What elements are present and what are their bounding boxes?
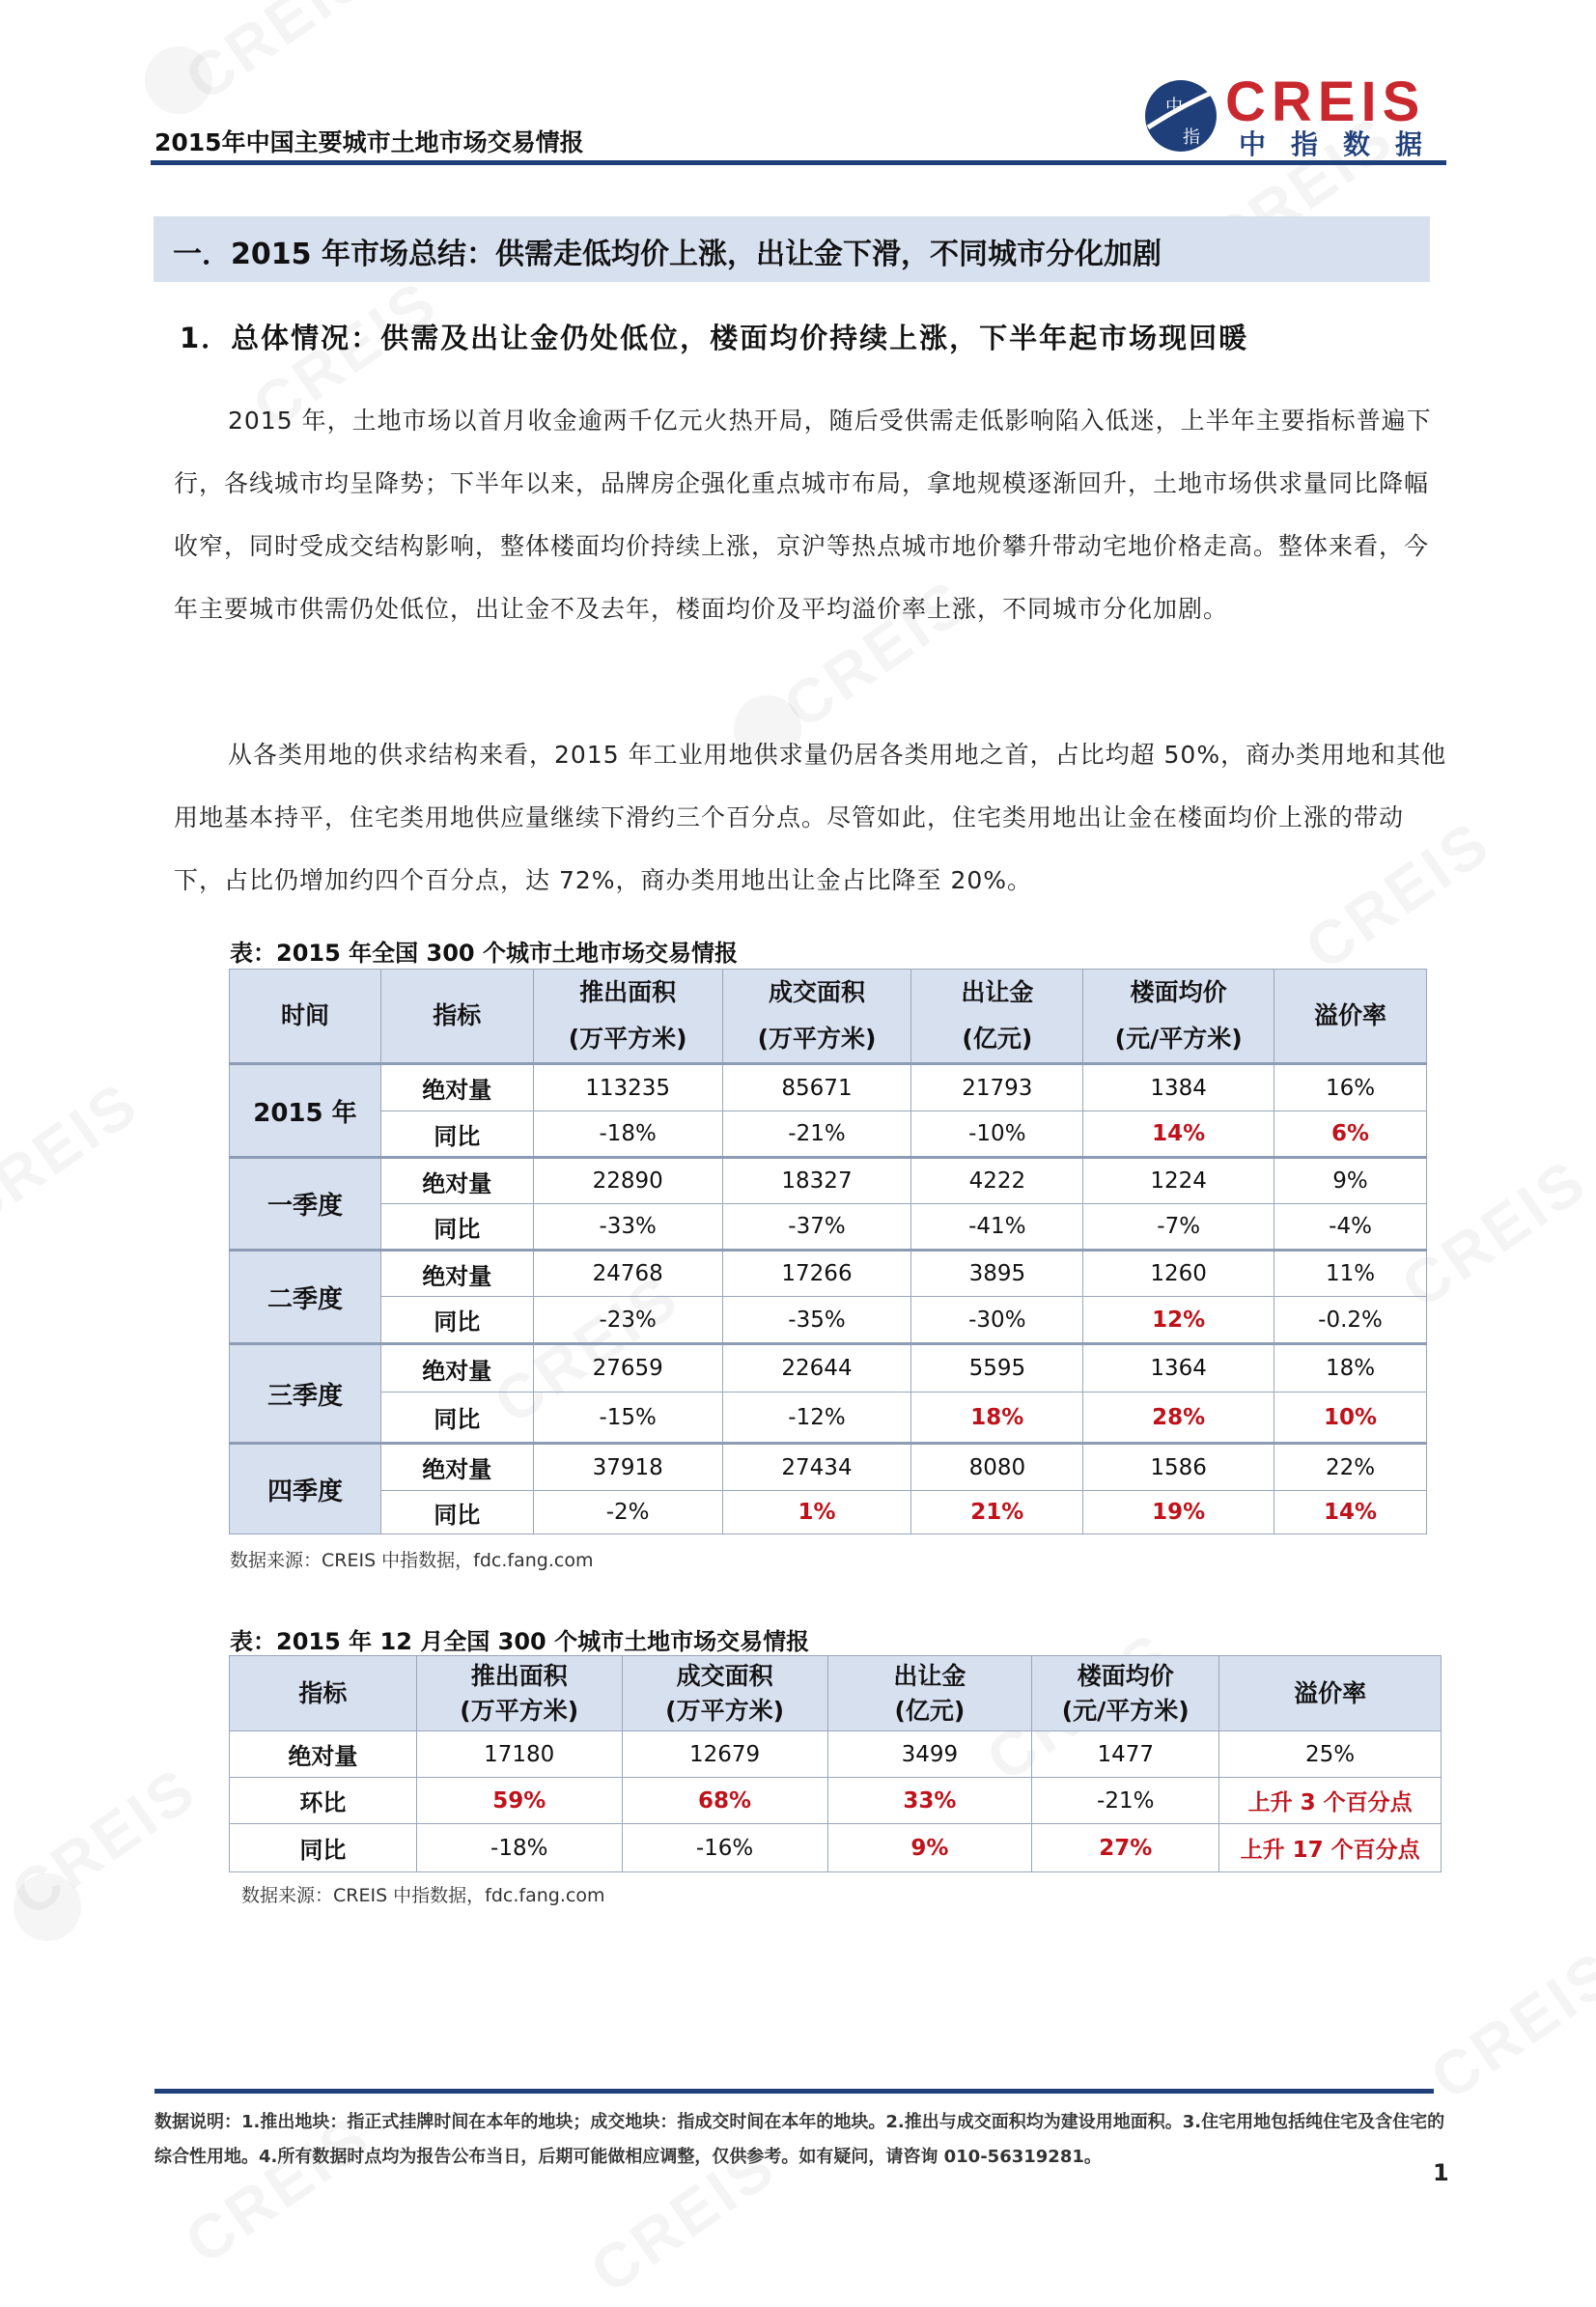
value-cell: -35% (722, 1297, 911, 1344)
value-cell: 1384 (1083, 1064, 1274, 1111)
value-cell: -30% (911, 1297, 1083, 1344)
value-cell: 9% (827, 1824, 1032, 1872)
table-row (230, 1731, 1442, 1778)
watermark (172, 0, 383, 115)
value-cell: 3895 (911, 1251, 1083, 1297)
metric-cell: 绝对量 (380, 1158, 533, 1204)
logo-mark-icon (1142, 77, 1219, 155)
value-cell: 33% (827, 1778, 1032, 1824)
section-heading: 一．2015 年市场总结：供需走低均价上涨，出让金下滑，不同城市分化加剧 (173, 238, 1162, 271)
value-cell: 27% (1032, 1824, 1219, 1872)
table-row (230, 1297, 1427, 1344)
value-cell: 1224 (1083, 1158, 1274, 1204)
period-cell: 2015 年 (230, 1064, 381, 1158)
value-cell: 1586 (1083, 1444, 1274, 1491)
value-cell: -37% (722, 1204, 911, 1251)
metric-cell: 同比 (380, 1297, 533, 1344)
document-title: 2015年中国主要城市土地市场交易情报 (154, 128, 584, 156)
col-header-floor-price: 楼面均价 (元/平方米) (1032, 1656, 1219, 1731)
value-cell: 1% (722, 1491, 911, 1534)
col-header-launch-area: 推出面积 (万平方米) (416, 1656, 622, 1731)
value-cell: 85671 (722, 1064, 911, 1111)
watermark (0, 1753, 210, 1930)
table-row (230, 1393, 1427, 1444)
table-row (230, 1824, 1442, 1872)
metric-cell: 同比 (380, 1204, 533, 1251)
value-cell: 18% (1274, 1344, 1427, 1393)
value-cell: 4222 (911, 1158, 1083, 1204)
table2-header-row (230, 1656, 1442, 1731)
value-cell: -18% (533, 1111, 722, 1158)
metric-cell: 同比 (230, 1824, 417, 1872)
page-number: 1 (1433, 2159, 1449, 2186)
col-header-floor-price: 楼面均价 (元/平方米) (1083, 970, 1274, 1064)
table2-december (229, 1655, 1442, 1872)
table1-header-row (230, 970, 1427, 1064)
value-cell: -23% (533, 1297, 722, 1344)
logo-mark-bottom: 指 (1183, 127, 1200, 148)
value-cell: 8080 (911, 1444, 1083, 1491)
table-row (230, 1491, 1427, 1534)
value-cell: -12% (722, 1393, 911, 1444)
sub-heading: 1．总体情况：供需及出让金仍处低位，楼面均价持续上涨，下半年起市场现回暖 (180, 322, 1249, 354)
value-cell: -0.2% (1274, 1297, 1427, 1344)
value-cell: 19% (1083, 1491, 1274, 1534)
value-cell: 1364 (1083, 1344, 1274, 1393)
value-cell: 11% (1274, 1251, 1427, 1297)
value-cell: 37918 (533, 1444, 722, 1491)
value-cell: 16% (1274, 1064, 1427, 1111)
creis-logo (1142, 70, 1451, 161)
value-cell: 22% (1274, 1444, 1427, 1491)
col-header-metric: 指标 (380, 970, 533, 1064)
metric-cell: 同比 (380, 1393, 533, 1444)
value-cell: 18327 (722, 1158, 911, 1204)
col-header-premium-rate: 溢价率 (1274, 970, 1427, 1064)
value-cell: 21793 (911, 1064, 1083, 1111)
value-cell: -41% (911, 1204, 1083, 1251)
value-cell: 12679 (622, 1731, 827, 1778)
table-row (230, 1204, 1427, 1251)
value-cell: 18% (911, 1393, 1083, 1444)
table-row (230, 1064, 1427, 1111)
metric-cell: 绝对量 (380, 1344, 533, 1393)
col-header-deal-area: 成交面积 (万平方米) (622, 1656, 827, 1731)
footer-rule (154, 2089, 1434, 2094)
value-cell: -16% (622, 1824, 827, 1872)
footer-data-note: 数据说明：1.推出地块：指正式挂牌时间在本年的地块；成交地块：指成交时间在本年的地块。2.推出与成交面积均为建设用地面积。3.住宅用地包括纯住宅及含住宅的综合性用地。4.所有数据时点均为报告公布当日，后期可能做相应调整，仅供参考。如有疑问，请咨询 010-56319281。 (154, 2112, 1445, 2167)
col-header-deal-area: 成交面积 (万平方米) (722, 970, 911, 1064)
metric-cell: 绝对量 (230, 1731, 417, 1778)
value-cell: 17180 (416, 1731, 622, 1778)
value-cell: 24768 (533, 1251, 722, 1297)
table1-source: 数据来源：CREIS 中指数据，fdc.fang.com (230, 1550, 594, 1571)
value-cell: -18% (416, 1824, 622, 1872)
value-cell: 27434 (722, 1444, 911, 1491)
watermark-circle (145, 46, 212, 114)
value-cell: 12% (1083, 1297, 1274, 1344)
table-row (230, 1344, 1427, 1393)
value-cell: -21% (722, 1111, 911, 1158)
period-cell: 二季度 (230, 1251, 381, 1344)
table1-annual-quarterly (229, 969, 1427, 1534)
watermark (1417, 1936, 1596, 2114)
value-cell: -10% (911, 1111, 1083, 1158)
value-cell: -33% (533, 1204, 722, 1251)
section-band (154, 216, 1430, 282)
value-cell: 27659 (533, 1344, 722, 1393)
value-cell: 68% (622, 1778, 827, 1824)
value-cell: 9% (1274, 1158, 1427, 1204)
value-cell: 17266 (722, 1251, 911, 1297)
value-cell: -4% (1274, 1204, 1427, 1251)
value-cell: 3499 (827, 1731, 1032, 1778)
value-cell: -15% (533, 1393, 722, 1444)
value-cell: 25% (1219, 1731, 1442, 1778)
logo-mark-top: 中 (1165, 97, 1183, 117)
table-row (230, 1444, 1427, 1491)
metric-cell: 环比 (230, 1778, 417, 1824)
table-row (230, 1111, 1427, 1158)
value-cell: 5595 (911, 1344, 1083, 1393)
metric-cell: 同比 (380, 1491, 533, 1534)
col-header-launch-area: 推出面积 (万平方米) (533, 970, 722, 1064)
paragraph-1: 2015 年，土地市场以首月收金逾两千亿元火热开局，随后受供需走低影响陷入低迷，上半年主要指标普遍下行，各线城市均呈降势；下半年以来，品牌房企强化重点城市布局，拿地规模逐渐回升，土地市场供求量同比降幅收窄，同时受成交结构影响，整体楼面均价持续上涨，京沪等热点城市地价攀升带动宅地价格走高。整体来看，今年主要城市供需仍处低位，出让金不及去年，楼面均价及平均溢价率上涨，不同城市分化加剧。 (174, 407, 1432, 623)
value-cell: 22890 (533, 1158, 722, 1204)
metric-cell: 同比 (380, 1111, 533, 1158)
period-cell: 三季度 (230, 1344, 381, 1444)
paragraph-2: 从各类用地的供求结构来看，2015 年工业用地供求量仍居各类用地之首，占比均超 50%，商办类用地和其他用地基本持平，住宅类用地供应量继续下滑约三个百分点。尽管如此，住宅类用地出让金在楼面均价上涨的带动下，占比仍增加约四个百分点，达 72%，商办类用地出让金占比降至 20%。 (174, 741, 1447, 894)
metric-cell: 绝对量 (380, 1251, 533, 1297)
value-cell: 上升 17 个百分点 (1219, 1824, 1442, 1872)
period-cell: 一季度 (230, 1158, 381, 1251)
value-cell: 59% (416, 1778, 622, 1824)
logo-subtitle: 中指数据 (1239, 128, 1448, 160)
value-cell: 1260 (1083, 1251, 1274, 1297)
col-header-time: 时间 (230, 970, 381, 1064)
metric-cell: 绝对量 (380, 1444, 533, 1491)
logo-wordmark: CREIS (1225, 70, 1426, 133)
header-rule (151, 160, 1446, 165)
col-header-metric: 指标 (230, 1656, 417, 1731)
metric-cell: 绝对量 (380, 1064, 533, 1111)
table-row (230, 1251, 1427, 1297)
table2-caption: 表：2015 年 12 月全国 300 个城市土地市场交易情报 (230, 1628, 810, 1655)
value-cell: 22644 (722, 1344, 911, 1393)
col-header-land-fee: 出让金 (亿元) (911, 970, 1083, 1064)
period-cell: 四季度 (230, 1444, 381, 1534)
col-header-land-fee: 出让金 (亿元) (827, 1656, 1032, 1731)
value-cell: 14% (1083, 1111, 1274, 1158)
value-cell: -2% (533, 1491, 722, 1534)
table2-source: 数据来源：CREIS 中指数据，fdc.fang.com (241, 1885, 605, 1906)
value-cell: 6% (1274, 1111, 1427, 1158)
value-cell: 113235 (533, 1064, 722, 1111)
col-header-premium-rate: 溢价率 (1219, 1656, 1442, 1731)
value-cell: 28% (1083, 1393, 1274, 1444)
value-cell: 1477 (1032, 1731, 1219, 1778)
value-cell: -7% (1083, 1204, 1274, 1251)
value-cell: 14% (1274, 1491, 1427, 1534)
table1-caption: 表：2015 年全国 300 个城市土地市场交易情报 (230, 940, 738, 967)
watermark-circle (14, 1873, 81, 1941)
table-row (230, 1158, 1427, 1204)
value-cell: -21% (1032, 1778, 1219, 1824)
watermark (0, 1067, 152, 1245)
value-cell: 上升 3 个百分点 (1219, 1778, 1442, 1824)
table-row (230, 1778, 1442, 1824)
value-cell: 21% (911, 1491, 1083, 1534)
value-cell: 10% (1274, 1393, 1427, 1444)
